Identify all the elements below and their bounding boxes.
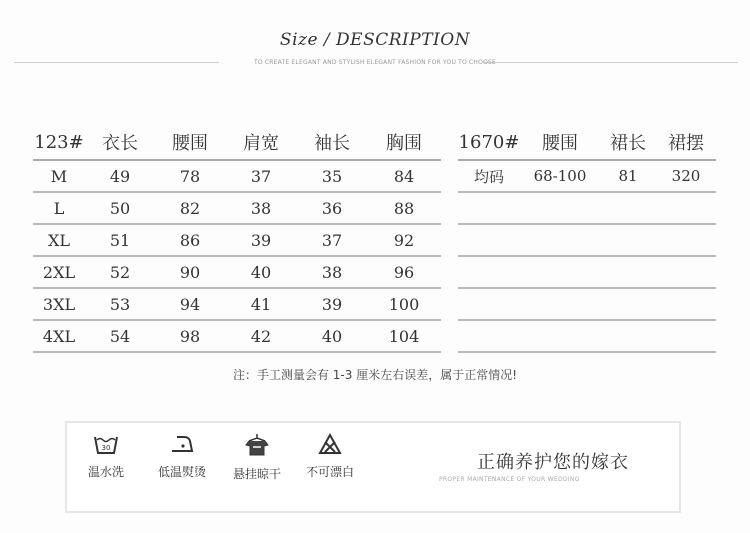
table-cell [520,320,600,352]
table-cell: 52 [85,256,155,288]
col-waist: 腰围 [520,125,600,160]
col-sleeve: 袖长 [297,125,367,160]
table-cell: 86 [155,224,225,256]
care-label: 温水洗 [87,465,124,479]
table-cell [520,256,600,288]
page-title: Size / DESCRIPTION [279,30,471,50]
table-cell [458,288,520,320]
skirt-table-header [458,125,716,160]
care-label: 不可漂白 [305,465,354,479]
table-cell: 39 [225,224,297,256]
no-bleach-icon [318,433,342,455]
table-row [458,256,716,288]
table-cell [520,192,600,224]
hang-dry-icon [244,433,270,457]
table-cell: 54 [85,320,155,352]
table-cell: 36 [297,192,367,224]
table-cell: 68-100 [520,160,600,192]
table-row [458,192,716,224]
care-title: 正确养护您的嫁衣 [477,452,629,473]
table-cell: 104 [367,320,441,352]
table-cell: M [33,160,85,192]
table-cell: 42 [225,320,297,352]
table-cell: 4XL [33,320,85,352]
table-cell [458,320,520,352]
table-cell: 51 [85,224,155,256]
table-cell: 92 [367,224,441,256]
table-cell: 98 [155,320,225,352]
table-cell: XL [33,224,85,256]
col-style-number: 1670# [458,125,520,160]
care-panel [65,421,681,513]
table-cell: 37 [225,160,297,192]
table-cell: 40 [297,320,367,352]
skirt-table [458,125,716,353]
table-cell [600,224,656,256]
table-cell [656,320,716,352]
table-cell [520,224,600,256]
col-skirt-length: 裙长 [600,125,656,160]
table-cell: 40 [225,256,297,288]
table-cell [600,192,656,224]
measurement-note: 注：手工测量会有 1-3 厘米左右误差，属于正常情况! [232,368,518,382]
table-cell: 84 [367,160,441,192]
care-item [295,433,365,480]
table-cell: 100 [367,288,441,320]
col-shoulder: 肩宽 [225,125,297,160]
col-length: 衣长 [85,125,155,160]
header [0,30,750,50]
table-row [33,256,441,288]
table-cell: 96 [367,256,441,288]
table-cell [600,320,656,352]
table-row [458,160,716,192]
table-cell: 3XL [33,288,85,320]
warm-water-wash-icon [94,433,118,455]
page-subtitle: TO CREATE ELEGANT AND STYLISH ELEGANT FASHION FOR YOU TO CHOOSE [254,59,496,66]
table-cell: 2XL [33,256,85,288]
table-cell: 53 [85,288,155,320]
table-cell: 88 [367,192,441,224]
care-item [222,433,292,482]
care-subtitle: PROPER MAINTENANCE OF YOUR WEDDING [439,476,580,483]
table-cell [656,288,716,320]
table-row [458,320,716,352]
table-row [33,288,441,320]
table-row [33,320,441,352]
table-cell: 50 [85,192,155,224]
table-cell: 94 [155,288,225,320]
table-row [33,224,441,256]
table-cell [458,192,520,224]
care-item [77,433,135,480]
low-temp-iron-icon [169,433,195,455]
table-cell: 90 [155,256,225,288]
svg-text:30: 30 [101,444,111,452]
col-style-number: 123# [33,125,85,160]
table-cell [458,256,520,288]
table-cell: 38 [297,256,367,288]
table-cell: 41 [225,288,297,320]
table-row [33,192,441,224]
table-cell: 82 [155,192,225,224]
size-table-header [33,125,441,160]
table-cell: 35 [297,160,367,192]
table-cell: 均码 [458,160,520,192]
table-cell: L [33,192,85,224]
col-hem: 裙摆 [656,125,716,160]
table-cell: 320 [656,160,716,192]
size-table [33,125,441,353]
table-cell [600,288,656,320]
table-cell: 49 [85,160,155,192]
table-row [33,160,441,192]
care-label: 低温熨烫 [157,465,206,479]
table-cell [656,256,716,288]
col-waist: 腰围 [155,125,225,160]
table-row [458,224,716,256]
table-cell: 78 [155,160,225,192]
table-row [458,288,716,320]
table-cell [458,224,520,256]
table-cell: 37 [297,224,367,256]
table-cell [656,224,716,256]
table-cell [520,288,600,320]
table-cell: 38 [225,192,297,224]
table-cell: 81 [600,160,656,192]
table-cell [600,256,656,288]
col-chest: 胸围 [367,125,441,160]
care-item [147,433,217,480]
table-cell [656,192,716,224]
care-label: 悬挂晾干 [232,467,281,481]
table-cell: 39 [297,288,367,320]
